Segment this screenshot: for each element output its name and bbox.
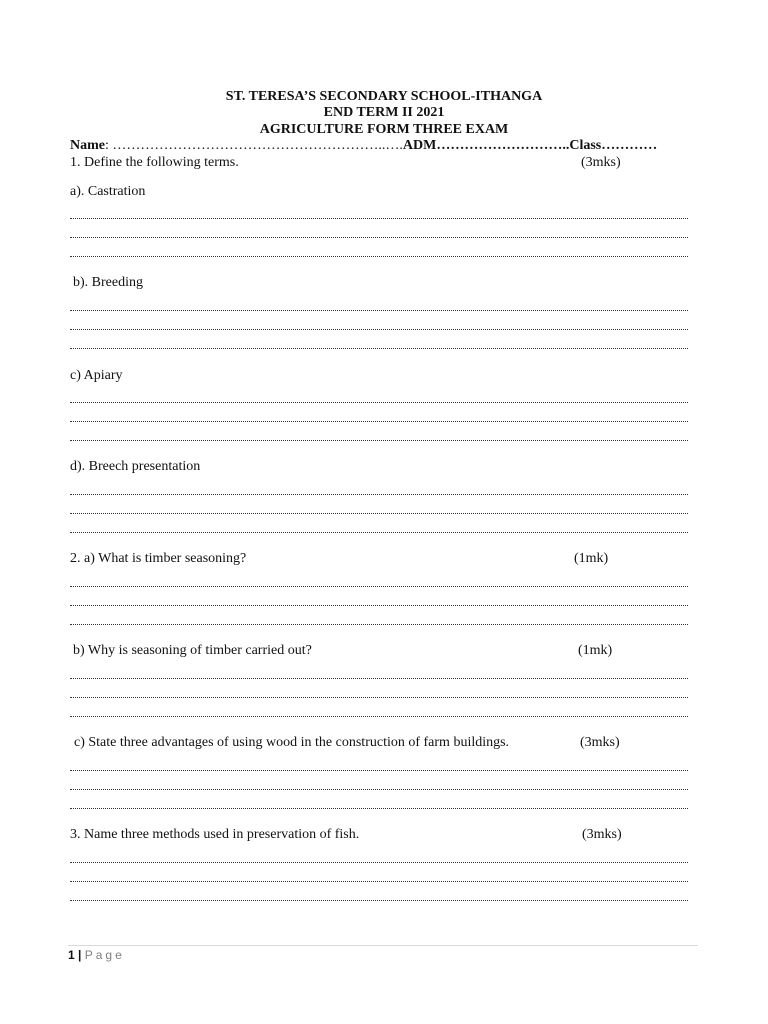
answer-line [70,605,688,606]
footer-divider [68,945,698,946]
class-blank: ………… [601,138,658,153]
answer-line [70,513,688,514]
footer-separator: | [78,948,82,962]
answer-line [70,770,688,771]
question-3: 3. Name three methods used in preservation of fish. [70,827,360,842]
question-2b-marks: (1mk) [578,643,613,658]
answer-line [70,402,688,403]
answer-line [70,494,688,495]
question-2a: 2. a) What is timber seasoning? [70,551,247,566]
question-1d: d). Breech presentation [70,459,201,474]
exam-term: END TERM II 2021 [323,105,445,120]
answer-line [70,237,688,238]
answer-line [70,789,688,790]
question-1b: b). Breeding [73,275,143,290]
answer-line [70,421,688,422]
school-name: ST. TERESA’S SECONDARY SCHOOL-ITHANGA [225,89,543,104]
answer-line [70,716,688,717]
question-1a: a). Castration [70,184,146,199]
answer-line [70,532,688,533]
answer-line [70,440,688,441]
question-1-marks: (3mks) [581,155,621,170]
answer-line [70,329,688,330]
answer-line [70,678,688,679]
answer-line [70,624,688,625]
exam-title: AGRICULTURE FORM THREE EXAM [259,122,509,137]
answer-line [70,586,688,587]
student-details-row [70,138,657,154]
page-footer [68,948,125,962]
class-label: Class [569,138,602,153]
question-2b: b) Why is seasoning of timber carried out? [73,643,312,658]
question-3-marks: (3mks) [582,827,622,842]
adm-blank: ……………………….. [436,138,570,153]
answer-line [70,862,688,863]
name-label: Name [70,138,105,153]
answer-line [70,310,688,311]
answer-line [70,697,688,698]
question-2c: c) State three advantages of using wood in the construction of farm buildings. [74,735,510,750]
answer-line [70,256,688,257]
name-blank: : …………………………………………………..…. [105,138,403,153]
page-number: 1 [68,948,75,962]
page-word: Page [84,948,125,962]
answer-line [70,900,688,901]
answer-line [70,218,688,219]
question-1c: c) Apiary [70,368,123,383]
adm-label: ADM [402,138,437,153]
answer-line [70,348,688,349]
answer-line [70,881,688,882]
answer-line [70,808,688,809]
question-1: 1. Define the following terms. [70,155,239,170]
question-2c-marks: (3mks) [580,735,620,750]
question-2a-marks: (1mk) [574,551,609,566]
